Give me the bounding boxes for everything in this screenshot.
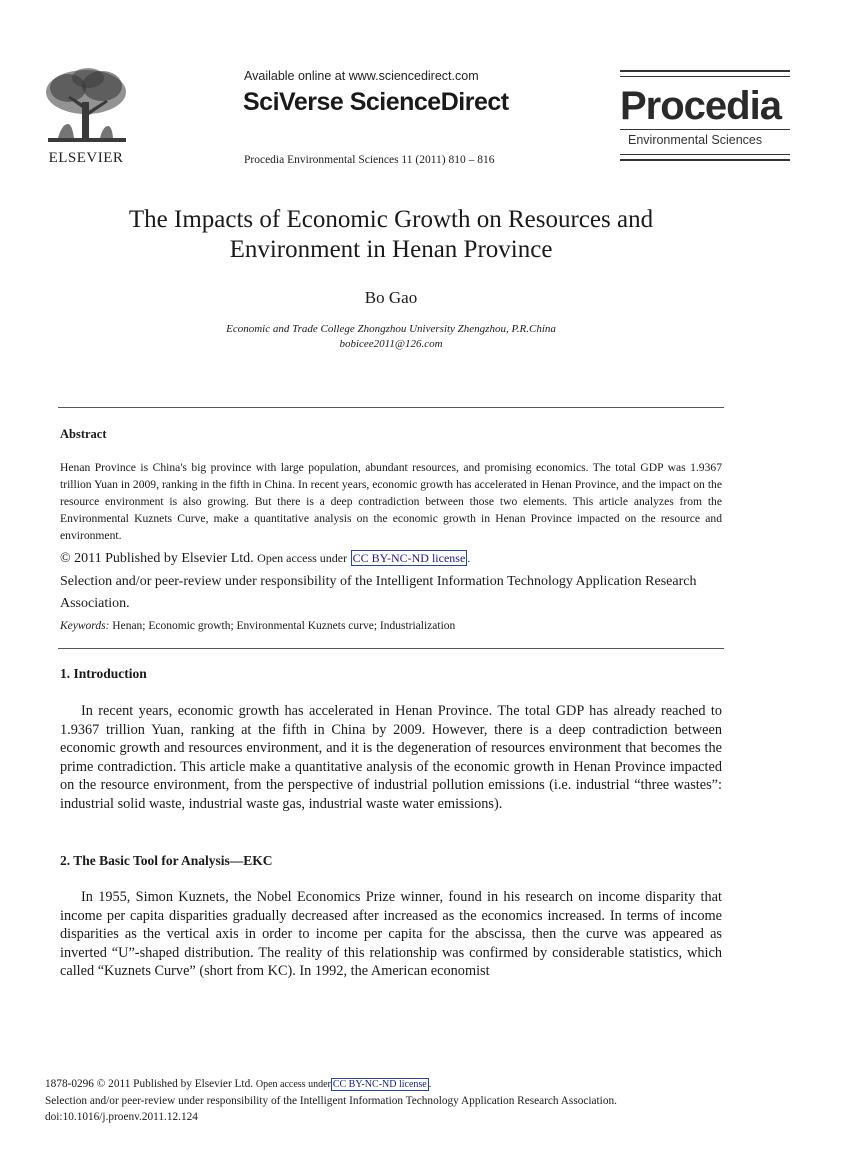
title-line-2: Environment in Henan Province bbox=[229, 236, 553, 263]
footer-review-statement: Selection and/or peer-review under responsibility of the Intelligent Information Technology Application Research Association. bbox=[45, 1095, 617, 1107]
license-link[interactable]: CC BY-NC-ND license bbox=[352, 551, 466, 565]
elsevier-tree-icon bbox=[38, 66, 134, 150]
footer-open-access: Open access under bbox=[255, 1079, 331, 1090]
logo-rule-top bbox=[620, 70, 790, 72]
section-paragraph-ekc: In 1955, Simon Kuznets, the Nobel Economics Prize winner, found in his research on income disparity that income per capita disparities gradually decreased after increased as the economics increased. In terms of income disparities as the vertical axis in order to income per capita for the abscissa, then the curve was appeared as inverted “U”-shaped distribution. The reality of this relationship was confirmed by considerable statistics, which called “Kuznets Curve” (short from KC). In 1992, the American economist bbox=[60, 889, 722, 979]
open-access-text: Open access under bbox=[257, 551, 348, 565]
divider-top bbox=[58, 407, 724, 408]
journal-logo bbox=[620, 70, 790, 166]
footer-issn-copyright: 1878-0296 © 2011 Published by Elsevier Ltd. bbox=[45, 1078, 254, 1090]
journal-logo-title: Procedia bbox=[620, 84, 781, 128]
section-heading-introduction: 1. Introduction bbox=[60, 666, 147, 681]
keywords-label: Keywords: bbox=[60, 620, 110, 632]
author-email[interactable]: bobicee2011@126.com bbox=[339, 338, 443, 350]
logo-rule-mid bbox=[620, 129, 790, 130]
copyright-text: © 2011 Published by Elsevier Ltd. bbox=[60, 551, 254, 566]
platform-logo-text: SciVerse ScienceDirect bbox=[243, 88, 509, 116]
available-online-text: Available online at www.sciencedirect.com bbox=[244, 69, 479, 83]
section-paragraph-introduction: In recent years, economic growth has accelerated in Henan Province. The total GDP has already reached to 1.9367 trillion Yuan, ranking at the fifth in China by 2009. However, there is a deep contradiction between economic growth and resources environment, and it is the degeneration of resources environment that becomes the prime contradiction. This article make a quantitative analysis of the economic growth in Henan Province impacted on the resource environment, from the perspective of industrial pollution emissions (i.e. industrial “three wastes”: industrial solid waste, industrial waste gas, industrial waste water emissions). bbox=[60, 703, 722, 812]
article-title bbox=[60, 205, 722, 265]
title-line-1: The Impacts of Economic Growth on Resources and bbox=[128, 206, 654, 233]
journal-reference: Procedia Environmental Sciences 11 (2011) 810 – 816 bbox=[244, 154, 495, 166]
copyright-line: © 2011 Published by Elsevier Ltd. Open access under CC BY-NC-ND license . bbox=[60, 551, 471, 566]
author-affiliation bbox=[60, 322, 722, 352]
footer-doi[interactable]: doi:10.1016/j.proenv.2011.12.124 bbox=[45, 1111, 198, 1123]
journal-logo-subtitle: Environmental Sciences bbox=[628, 133, 763, 147]
publisher-name: ELSEVIER bbox=[48, 150, 124, 166]
footer-license-link[interactable]: CC BY-NC-ND license bbox=[332, 1079, 427, 1090]
keywords-line bbox=[60, 620, 455, 632]
peer-review-statement: Selection and/or peer-review under responsibility of the Intelligent Information Technology Application Research Association. bbox=[60, 574, 697, 611]
logo-rule-top-thin bbox=[620, 76, 790, 77]
elsevier-logo bbox=[38, 66, 148, 170]
affiliation-text: Economic and Trade College Zhongzhou University Zhengzhou, P.R.China bbox=[226, 323, 556, 335]
logo-rule-bottom bbox=[620, 159, 790, 161]
section-heading-ekc: 2. The Basic Tool for Analysis—EKC bbox=[60, 853, 273, 868]
abstract-body: Henan Province is China's big province with large population, abundant resources, and promising economics. The total GDP was 1.9367 trillion Yuan in 2009, ranking in the fifth in China. In recent years, economic growth has accelerated in Henan Province, and the impact on the resource environment is also growing. But there is a deep contradiction between those two elements. This article analyzes from the Environmental Kuznets Curve, make a quantitative analysis on the economic growth in Henan Province impacted on the resource and environment. bbox=[60, 461, 722, 542]
logo-rule-bottom-thin bbox=[620, 154, 790, 155]
keywords-list: Henan; Economic growth; Environmental Kuznets curve; Industrialization bbox=[112, 620, 456, 632]
divider-bottom bbox=[58, 648, 724, 649]
page-footer bbox=[45, 1076, 805, 1125]
footer-copyright-line: 1878-0296 © 2011 Published by Elsevier Ltd. Open access under CC BY-NC-ND license . bbox=[45, 1078, 432, 1090]
abstract-heading: Abstract bbox=[60, 427, 107, 441]
author-name: Bo Gao bbox=[364, 288, 418, 307]
